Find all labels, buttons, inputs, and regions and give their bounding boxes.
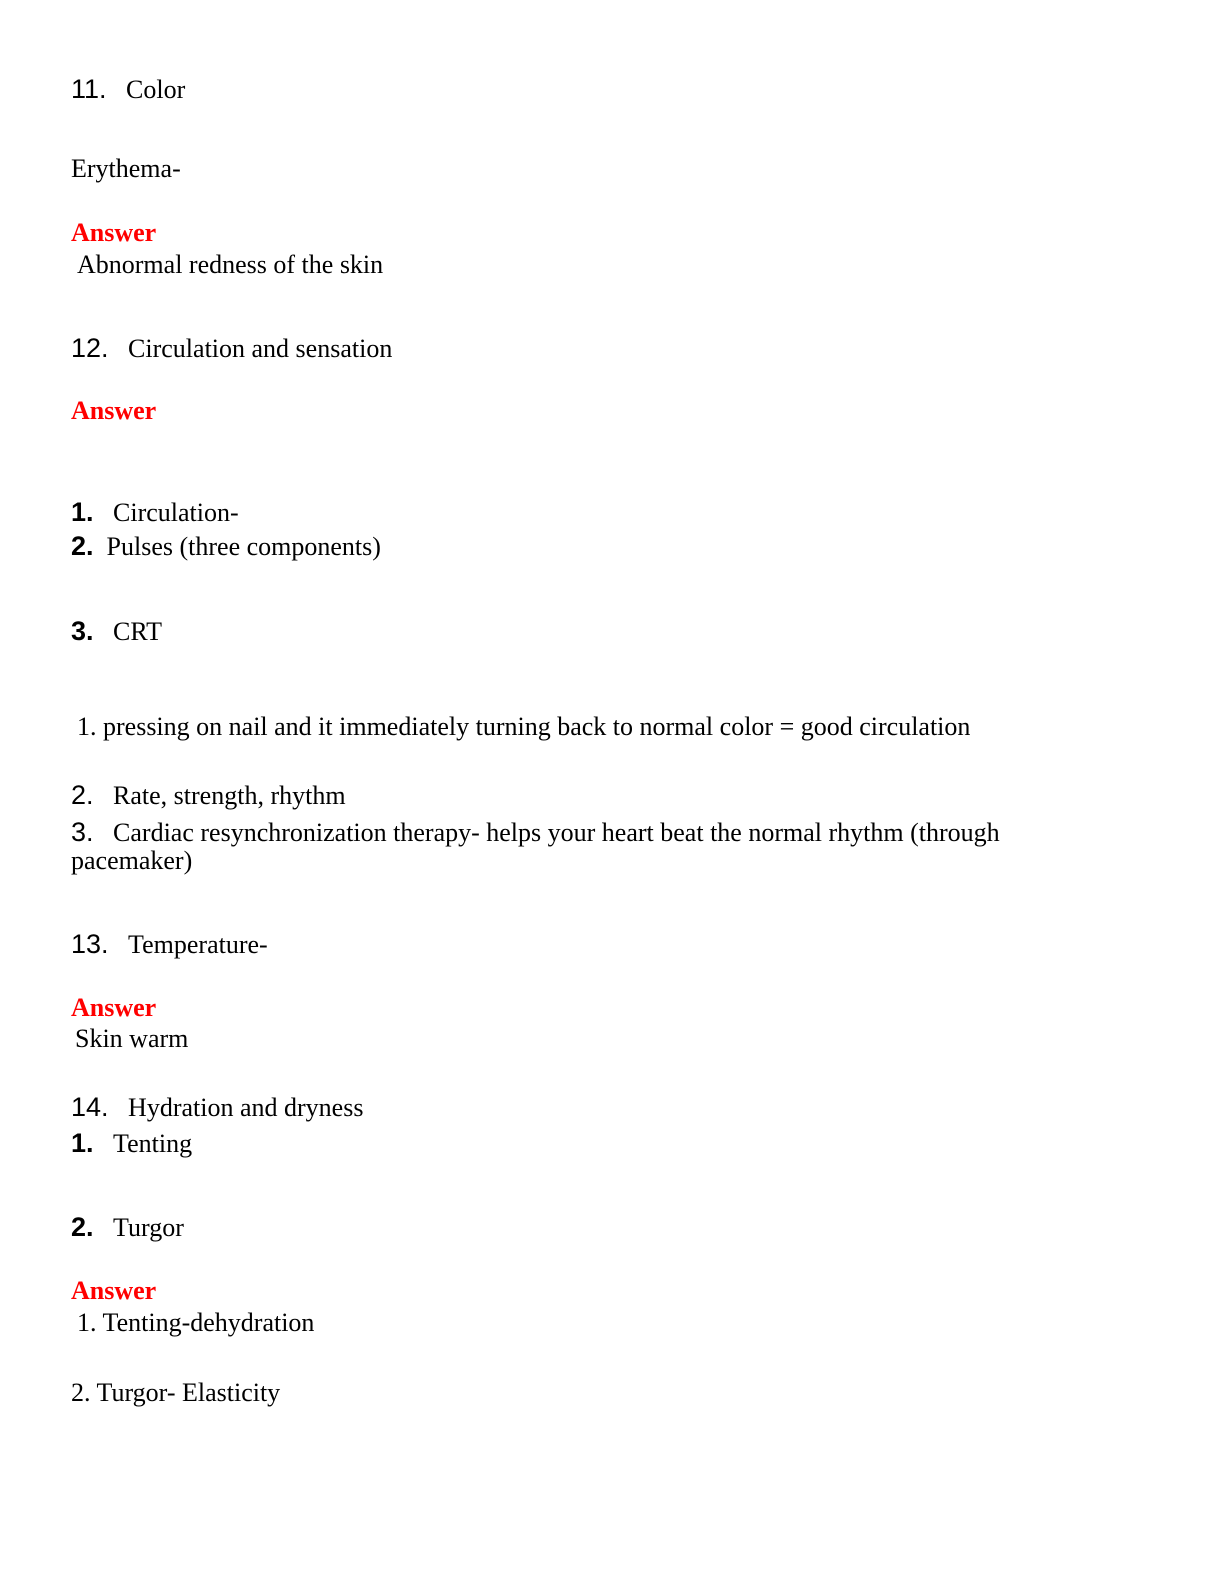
- question-14-heading: [71, 1092, 363, 1123]
- response-1-text: 1. pressing on nail and it immediately turning back to normal color = good circulation: [77, 712, 971, 741]
- question-13-number: 13.: [71, 929, 109, 959]
- answer-label-2: Answer: [71, 396, 157, 425]
- list-item-3-text: CRT: [113, 617, 163, 646]
- list-item-1-text: Circulation-: [113, 498, 239, 527]
- answer-label-1: Answer: [71, 218, 157, 247]
- list-item-2-number: 2.: [71, 531, 94, 561]
- question-13-heading: [71, 929, 268, 960]
- answer-4-line-2: 2. Turgor- Elasticity: [71, 1378, 281, 1407]
- list-item-circulation: [71, 497, 239, 528]
- response-3-continuation: pacemaker): [71, 846, 193, 875]
- response-2-text: Rate, strength, rhythm: [113, 781, 346, 810]
- response-3: [71, 817, 1000, 848]
- answer-3-text: Skin warm: [75, 1024, 189, 1053]
- hydration-item-1-text: Tenting: [113, 1129, 193, 1158]
- list-item-pulses: [71, 531, 381, 562]
- question-12-heading: [71, 333, 392, 364]
- list-item-2-text: Pulses (three components): [106, 532, 381, 561]
- question-11-title: Color: [126, 75, 186, 104]
- hydration-item-turgor: [71, 1212, 184, 1243]
- response-2: [71, 780, 346, 811]
- hydration-item-1-number: 1.: [71, 1128, 94, 1158]
- hydration-item-2-number: 2.: [71, 1212, 94, 1242]
- question-11-heading: [71, 74, 185, 105]
- answer-label-3: Answer: [71, 993, 157, 1022]
- answer-label-4: Answer: [71, 1276, 157, 1305]
- question-14-title: Hydration and dryness: [128, 1093, 364, 1122]
- response-3-number: 3.: [71, 817, 94, 847]
- question-12-title: Circulation and sensation: [128, 334, 393, 363]
- response-2-number: 2.: [71, 780, 94, 810]
- hydration-item-2-text: Turgor: [113, 1213, 184, 1242]
- answer-1-text: Abnormal redness of the skin: [77, 250, 384, 279]
- list-item-3-number: 3.: [71, 616, 94, 646]
- question-11-number: 11.: [71, 74, 107, 104]
- question-12-number: 12.: [71, 333, 109, 363]
- answer-4-line-1: 1. Tenting-dehydration: [77, 1308, 315, 1337]
- question-14-number: 14.: [71, 1092, 109, 1122]
- hydration-item-tenting: [71, 1128, 192, 1159]
- erythema-prompt: Erythema-: [71, 154, 181, 183]
- list-item-crt: [71, 616, 162, 647]
- list-item-1-number: 1.: [71, 497, 94, 527]
- question-13-title: Temperature-: [128, 930, 268, 959]
- response-3-text: Cardiac resynchronization therapy- helps your heart beat the normal rhythm (through: [113, 818, 1000, 847]
